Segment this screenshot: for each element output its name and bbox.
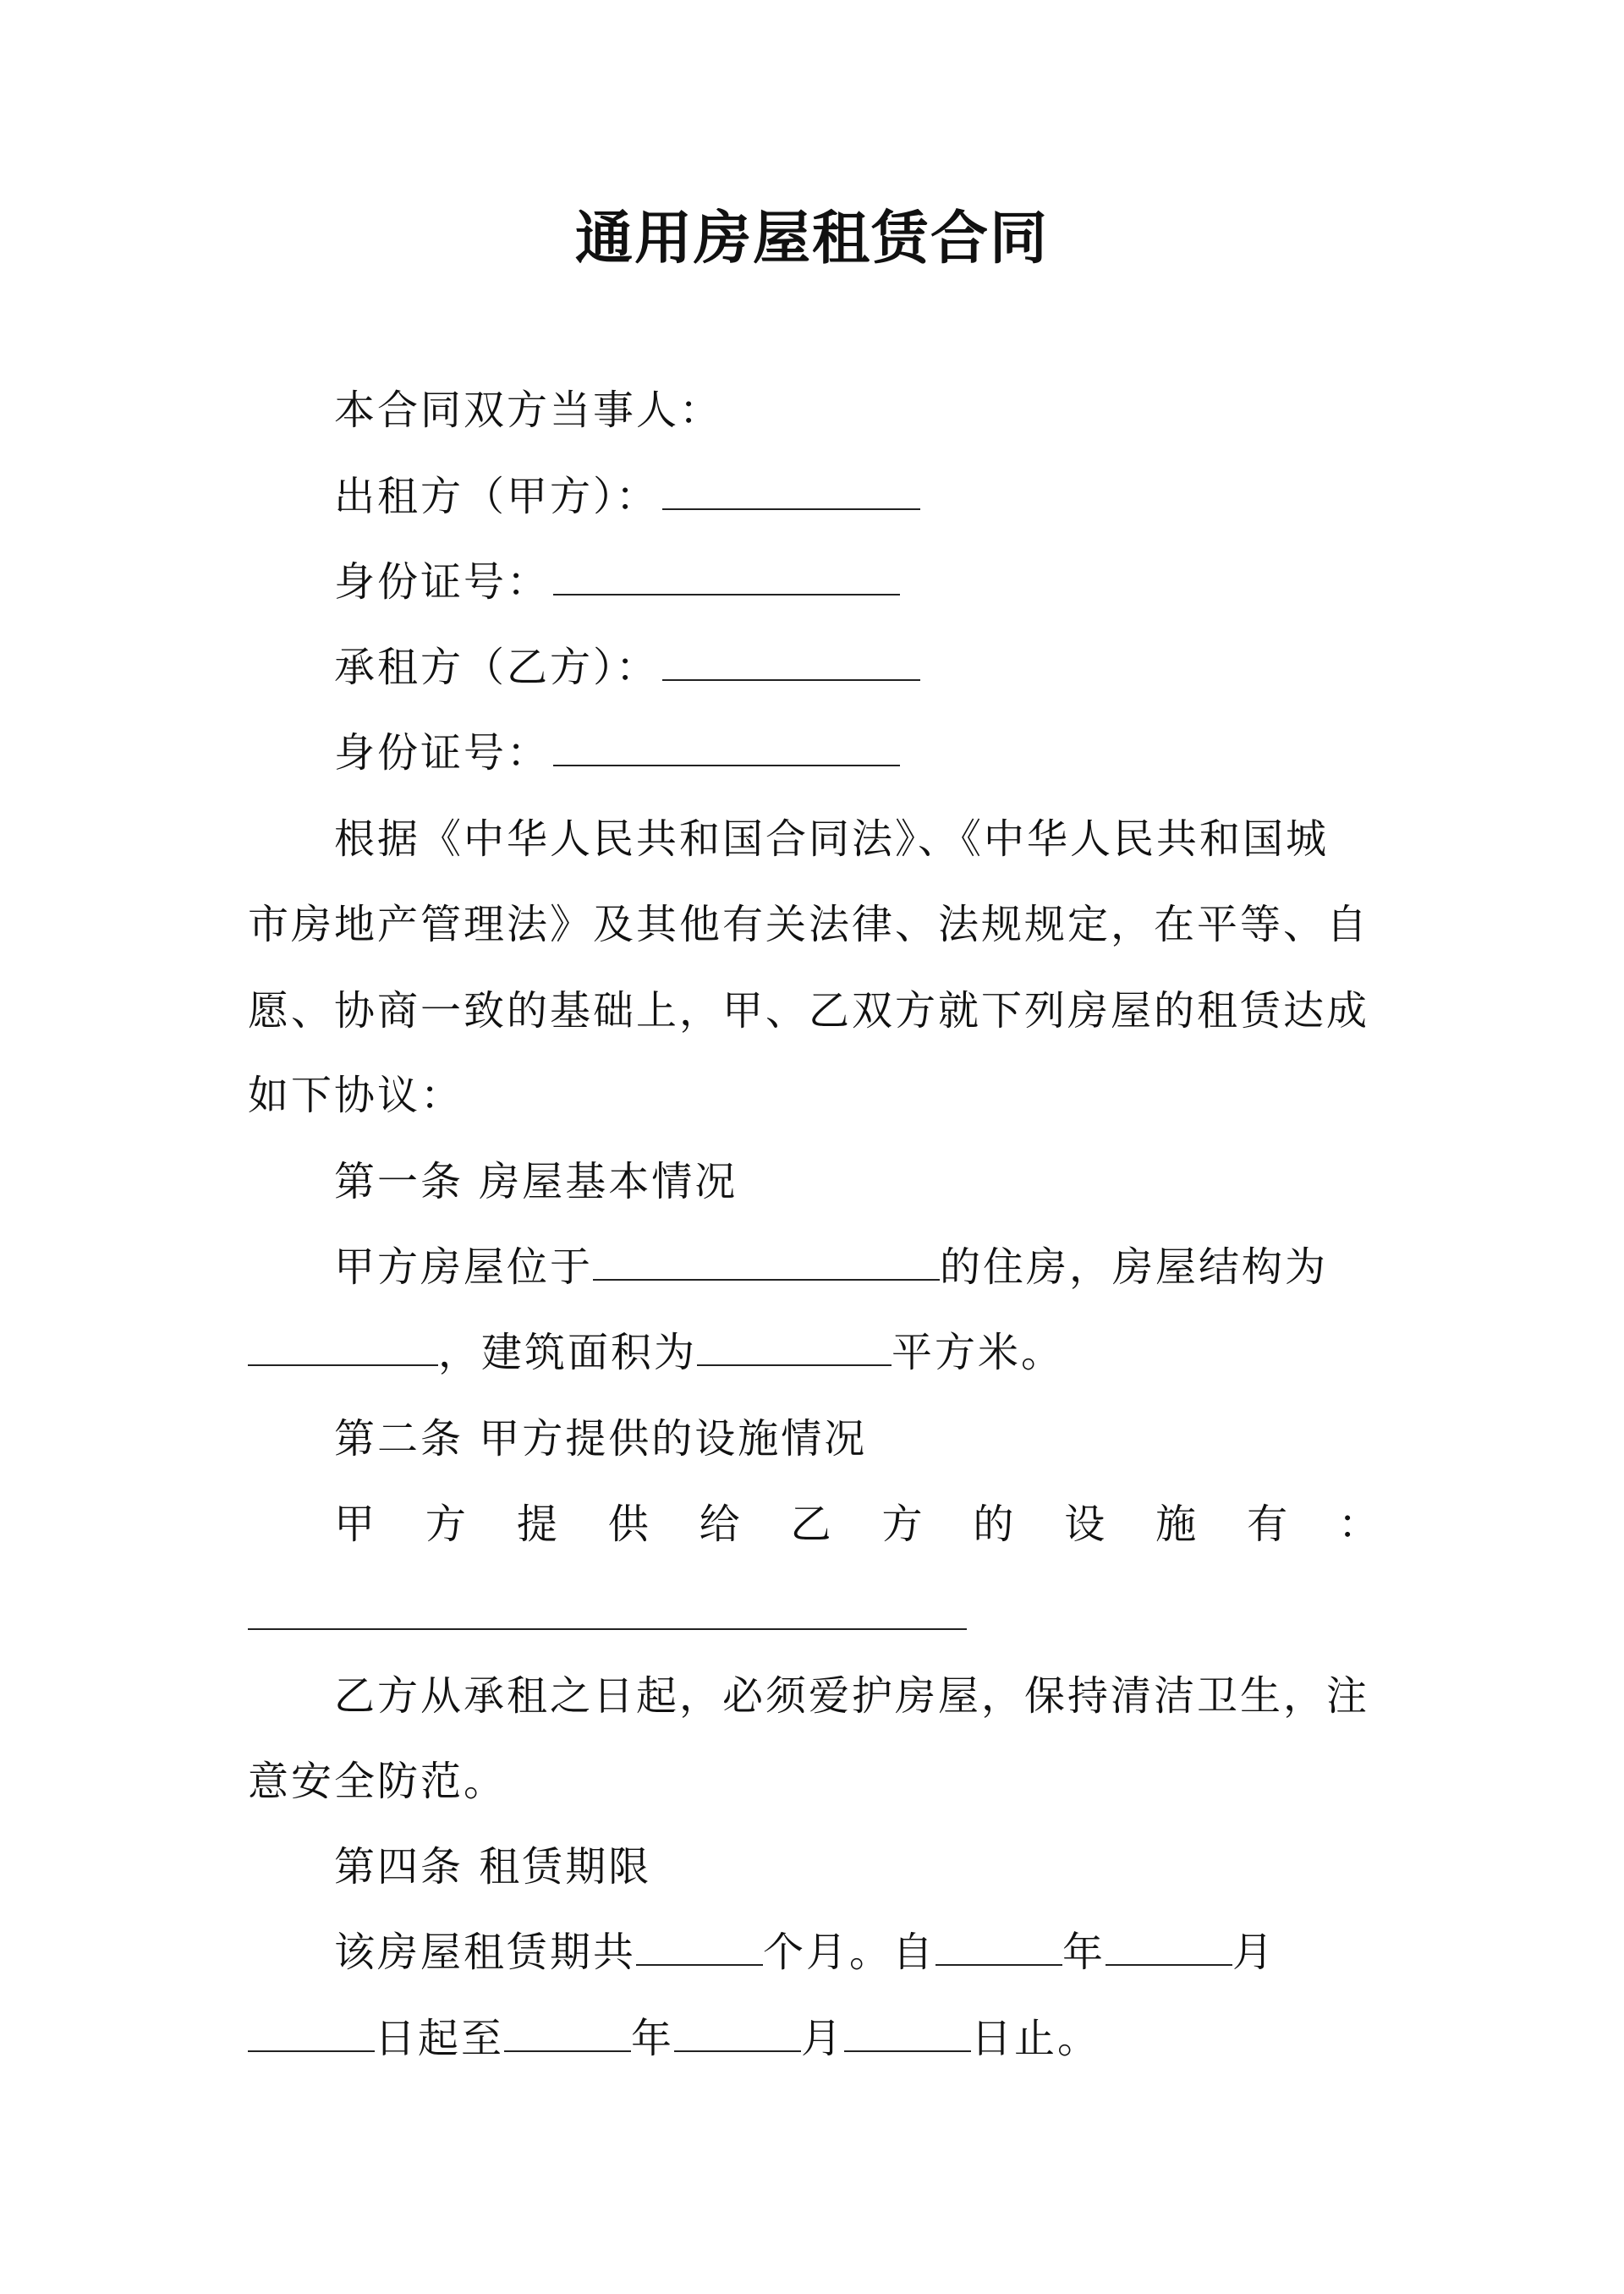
start-year-blank xyxy=(935,1920,1062,1966)
lessor-line xyxy=(334,463,924,530)
care-line-2: 意安全防范。 xyxy=(248,1758,508,1805)
article4-text-a: 该房屋租赁期共 xyxy=(334,1929,637,1976)
article4-text-d: 月 xyxy=(1232,1929,1276,1976)
document-title: 通用房屋租赁合同 xyxy=(574,205,1049,272)
preamble-line-3: 愿、协商一致的基础上，甲、乙双方就下列房屋的租赁达成 xyxy=(248,987,1370,1034)
facilities-line xyxy=(334,1490,1379,1558)
preamble-line-2: 市房地产管理法》及其他有关法律、法规规定，在平等、自 xyxy=(248,901,1370,948)
end-year-blank xyxy=(504,2006,631,2052)
preamble-line-4: 如下协议： xyxy=(248,1072,464,1119)
area-blank xyxy=(697,1320,892,1366)
lessor-id-label: 身份证号： xyxy=(334,558,551,606)
end-day-blank xyxy=(844,2006,971,2052)
lessee-name-blank xyxy=(662,635,920,681)
facilities-char: 的 xyxy=(973,1501,1014,1548)
start-month-blank xyxy=(1106,1920,1232,1966)
facilities-char: ： xyxy=(1337,1501,1379,1548)
article1-line-1 xyxy=(334,1233,1328,1301)
facilities-char: 给 xyxy=(699,1501,740,1548)
lessor-name-blank xyxy=(662,464,920,510)
facilities-char: 有 xyxy=(1247,1501,1288,1548)
lessee-id-blank xyxy=(553,721,900,766)
start-day-blank xyxy=(248,2006,375,2052)
article4-text-f: 年 xyxy=(631,2015,675,2062)
article4-text-g: 月 xyxy=(801,2015,845,2062)
facilities-char: 方 xyxy=(881,1501,923,1548)
months-blank xyxy=(636,1920,763,1966)
article4-line-1 xyxy=(334,1918,1276,1986)
article4-text-h: 日止。 xyxy=(971,2015,1101,2062)
facilities-char: 供 xyxy=(607,1501,649,1548)
lessee-id-line xyxy=(334,719,903,787)
lessor-id-blank xyxy=(553,550,900,595)
facilities-char: 方 xyxy=(425,1501,466,1548)
location-blank xyxy=(593,1235,940,1281)
article4-text-e: 日起至 xyxy=(375,2015,505,2062)
lessee-label: 承租方（乙方）： xyxy=(334,644,660,691)
article1-line-2 xyxy=(248,1319,1064,1386)
lessee-line xyxy=(334,634,924,701)
article1-text-a: 甲方房屋位于 xyxy=(334,1243,594,1291)
article4-heading: 第四条 租赁期限 xyxy=(334,1843,652,1891)
parties-heading: 本合同双方当事人： xyxy=(334,387,723,434)
lessor-id-line xyxy=(334,548,903,616)
article4-text-c: 年 xyxy=(1062,1929,1106,1976)
article4-line-2 xyxy=(248,2005,1100,2072)
end-month-blank xyxy=(674,2006,801,2052)
facilities-char: 乙 xyxy=(790,1501,831,1548)
preamble-line-1: 根据《中华人民共和国合同法》、《中华人民共和国城 xyxy=(334,815,1330,863)
facilities-char: 甲 xyxy=(334,1501,376,1548)
article1-text-d: 平方米。 xyxy=(892,1329,1065,1376)
article1-heading: 第一条 房屋基本情况 xyxy=(334,1158,738,1205)
article1-text-c: ，建筑面积为 xyxy=(438,1329,698,1376)
structure-blank xyxy=(248,1320,438,1366)
article2-heading: 第二条 甲方提供的设施情况 xyxy=(334,1415,868,1463)
article4-text-b: 个月。自 xyxy=(763,1929,936,1976)
facilities-char: 设 xyxy=(1064,1501,1106,1548)
article1-text-b: 的住房，房屋结构为 xyxy=(940,1243,1329,1291)
facilities-blank xyxy=(248,1628,967,1630)
care-line-1: 乙方从承租之日起，必须爱护房屋，保持清洁卫生，注 xyxy=(334,1672,1370,1720)
facilities-char: 提 xyxy=(516,1501,557,1548)
lessee-id-label: 身份证号： xyxy=(334,729,551,777)
lessor-label: 出租方（甲方）： xyxy=(334,473,660,520)
facilities-char: 施 xyxy=(1155,1501,1197,1548)
